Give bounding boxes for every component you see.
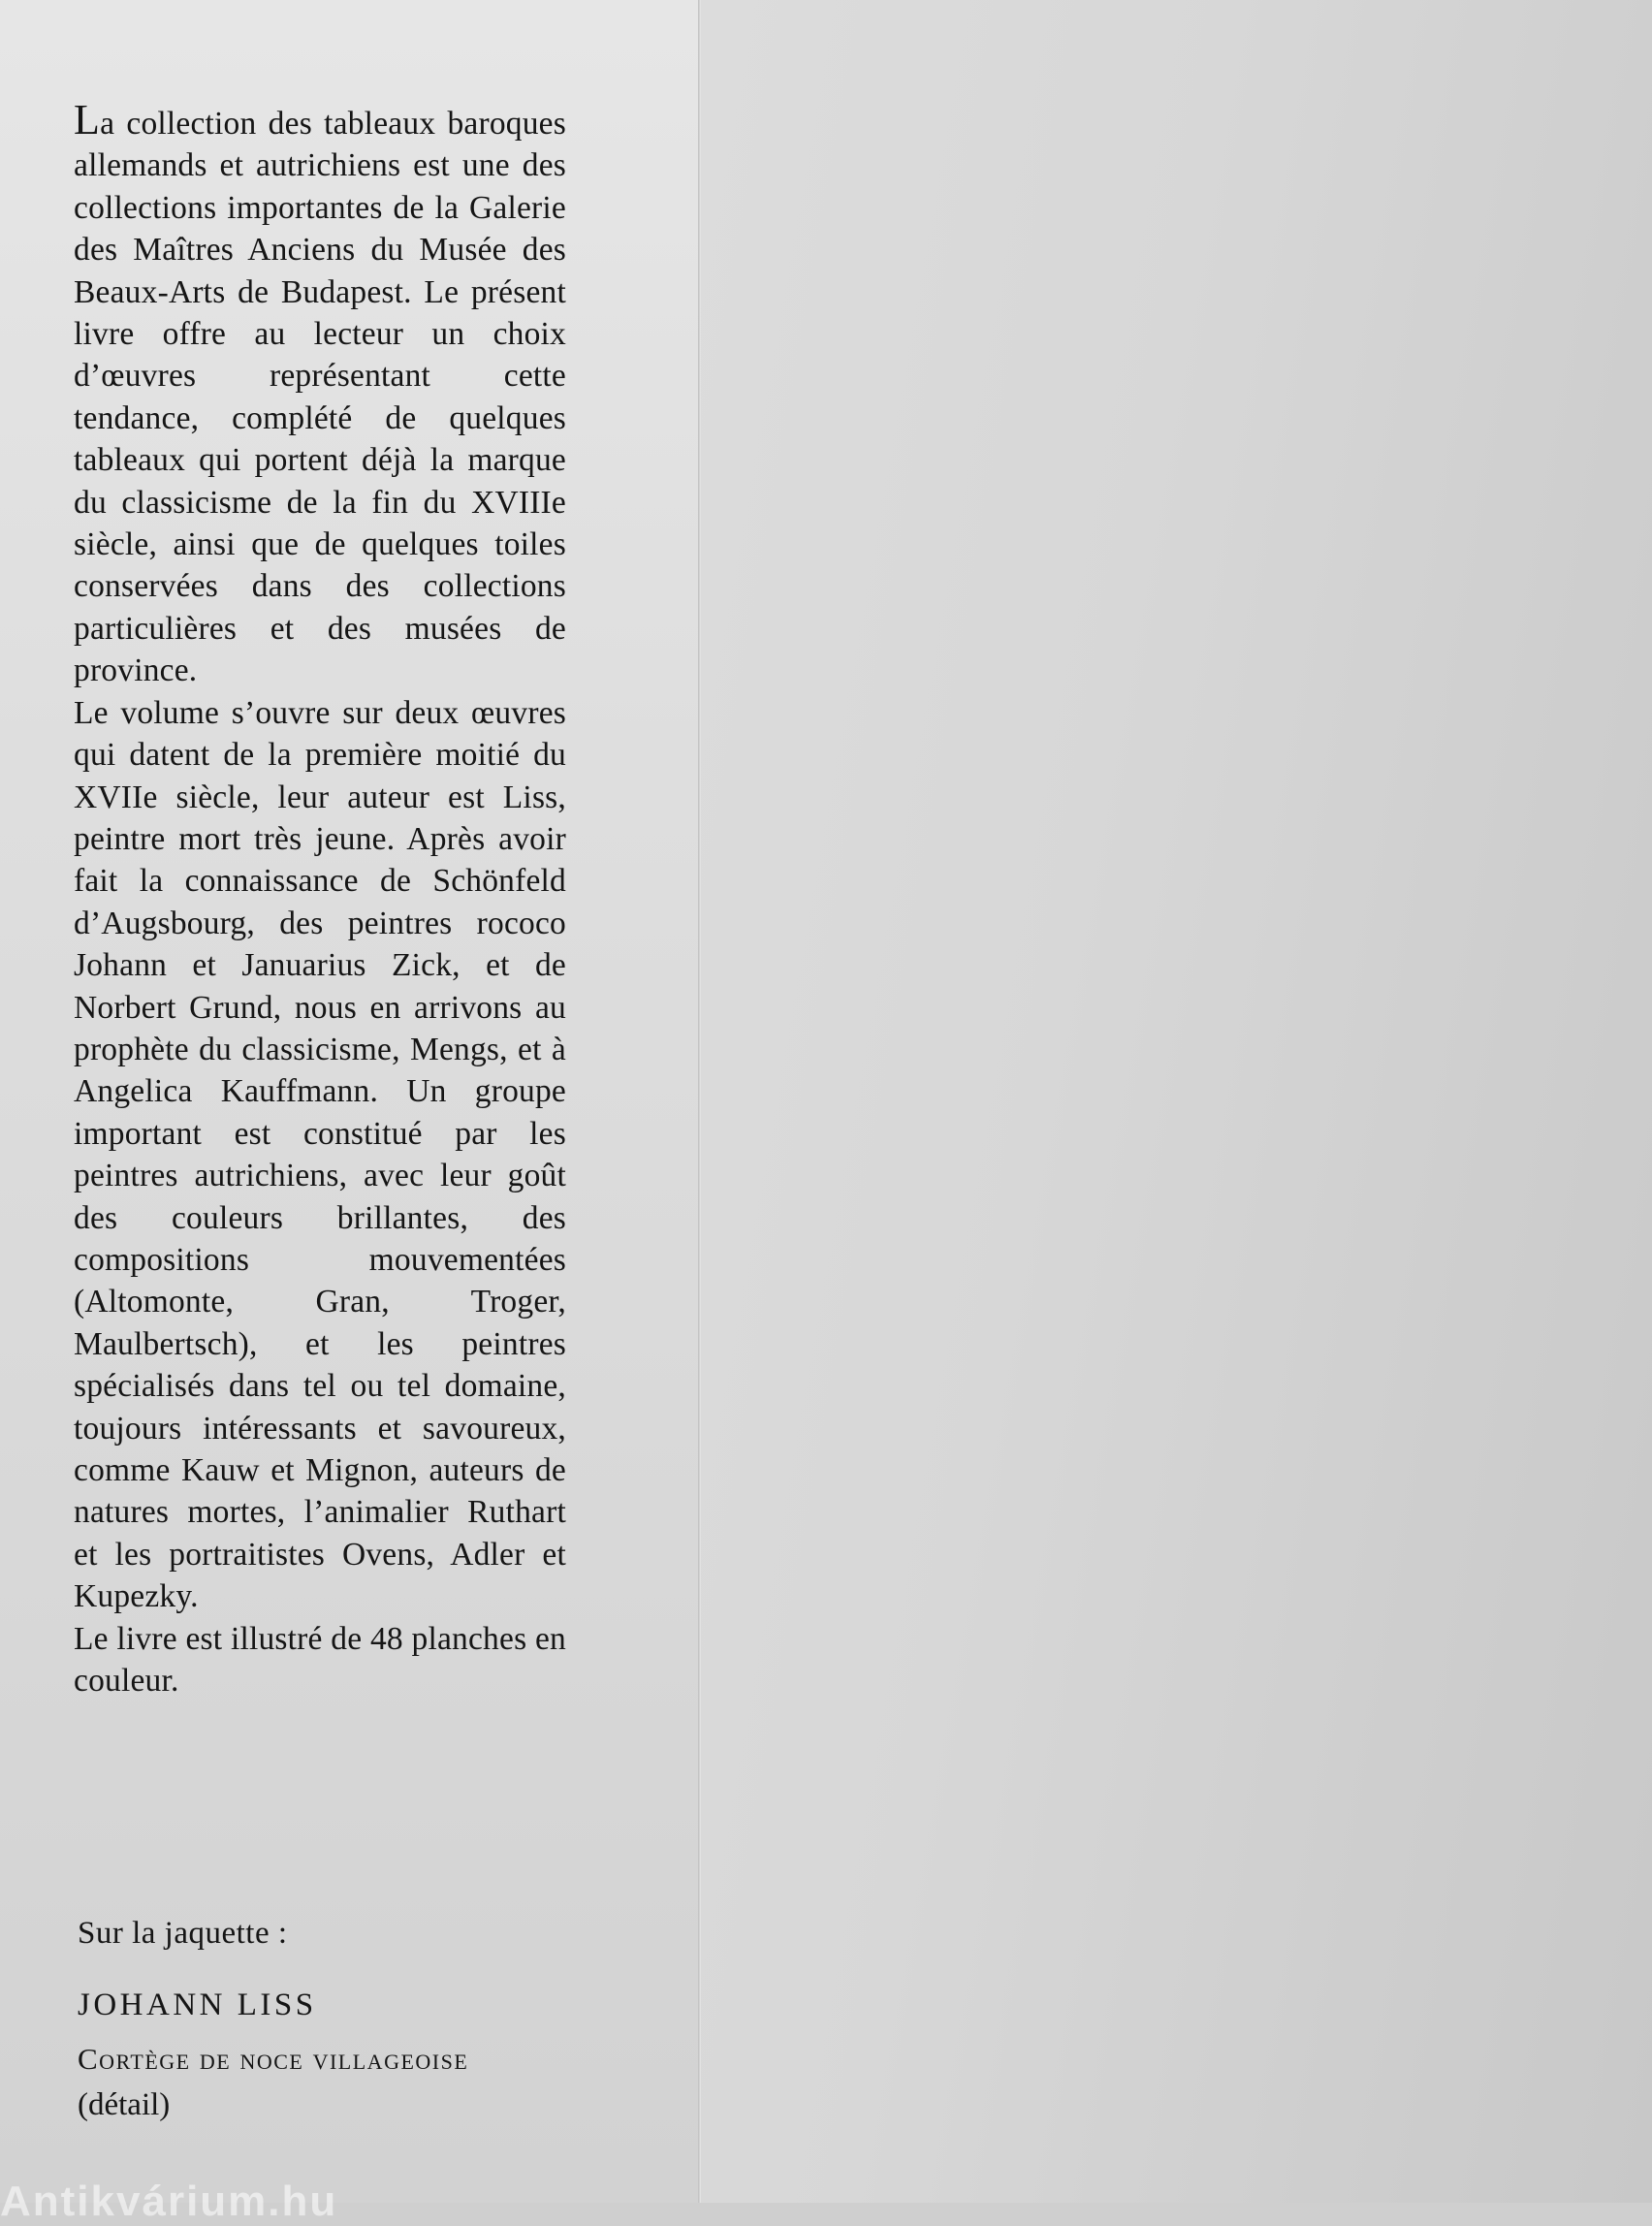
watermark: Antikvárium.hu bbox=[0, 2178, 338, 2225]
cover-detail-note: (détail) bbox=[78, 2087, 171, 2122]
cover-artist-name: JOHANN LISS bbox=[78, 1988, 317, 2022]
cover-painting-title: Cortège de noce villageoise bbox=[78, 2042, 469, 2076]
paragraph-intro bbox=[74, 96, 566, 692]
blank-endpaper bbox=[701, 0, 1652, 2203]
cover-caption-label: Sur la jaquette : bbox=[78, 1916, 288, 1951]
flap-text bbox=[74, 96, 566, 1701]
paragraph-artists: Le volume s’ouvre sur deux œuvres qui datent de la première moitié du XVIIe siècle, leur auteur est Liss, peintre mort très jeune. Après avoir fait la connaissance de Schönfeld d’Augsbourg, des peintres rococo Johann et Januarius Zick, et de Norbert Grund, nous en arrivons au prophète du classicisme, Mengs, et à Angelica Kauffmann. Un groupe important est constitué par les peintres autrichiens, avec leur goût des couleurs brillantes, des compositions mouvementées (Altomonte, Gran, Troger, Maulbertsch), et les peintres spécialisés dans tel ou tel domaine, toujours intéressants et savoureux, comme Kauw et Mignon, auteurs de natures mortes, l’animalier Ruthart et les portraitistes Ovens, Adler et Kupezky. bbox=[74, 694, 566, 1615]
initial-letter: L bbox=[74, 96, 101, 143]
paragraph-intro-text: a collection des tableaux baroques allemands et autrichiens est une des collections importantes de la Galerie des Maîtres Anciens du Musée des Beaux-Arts de Budapest. Le présent livre offre au lecteur un choix d’œuvres représentant cette tendance, complété de quelques tableaux qui portent déjà la marque du classicisme de la fin du XVIIIe siècle, ainsi que de quelques toiles conservées dans des collections particulières et des musées de province. bbox=[74, 106, 566, 689]
paragraph-plates: Le livre est illustré de 48 planches en couleur. bbox=[74, 1620, 566, 1700]
